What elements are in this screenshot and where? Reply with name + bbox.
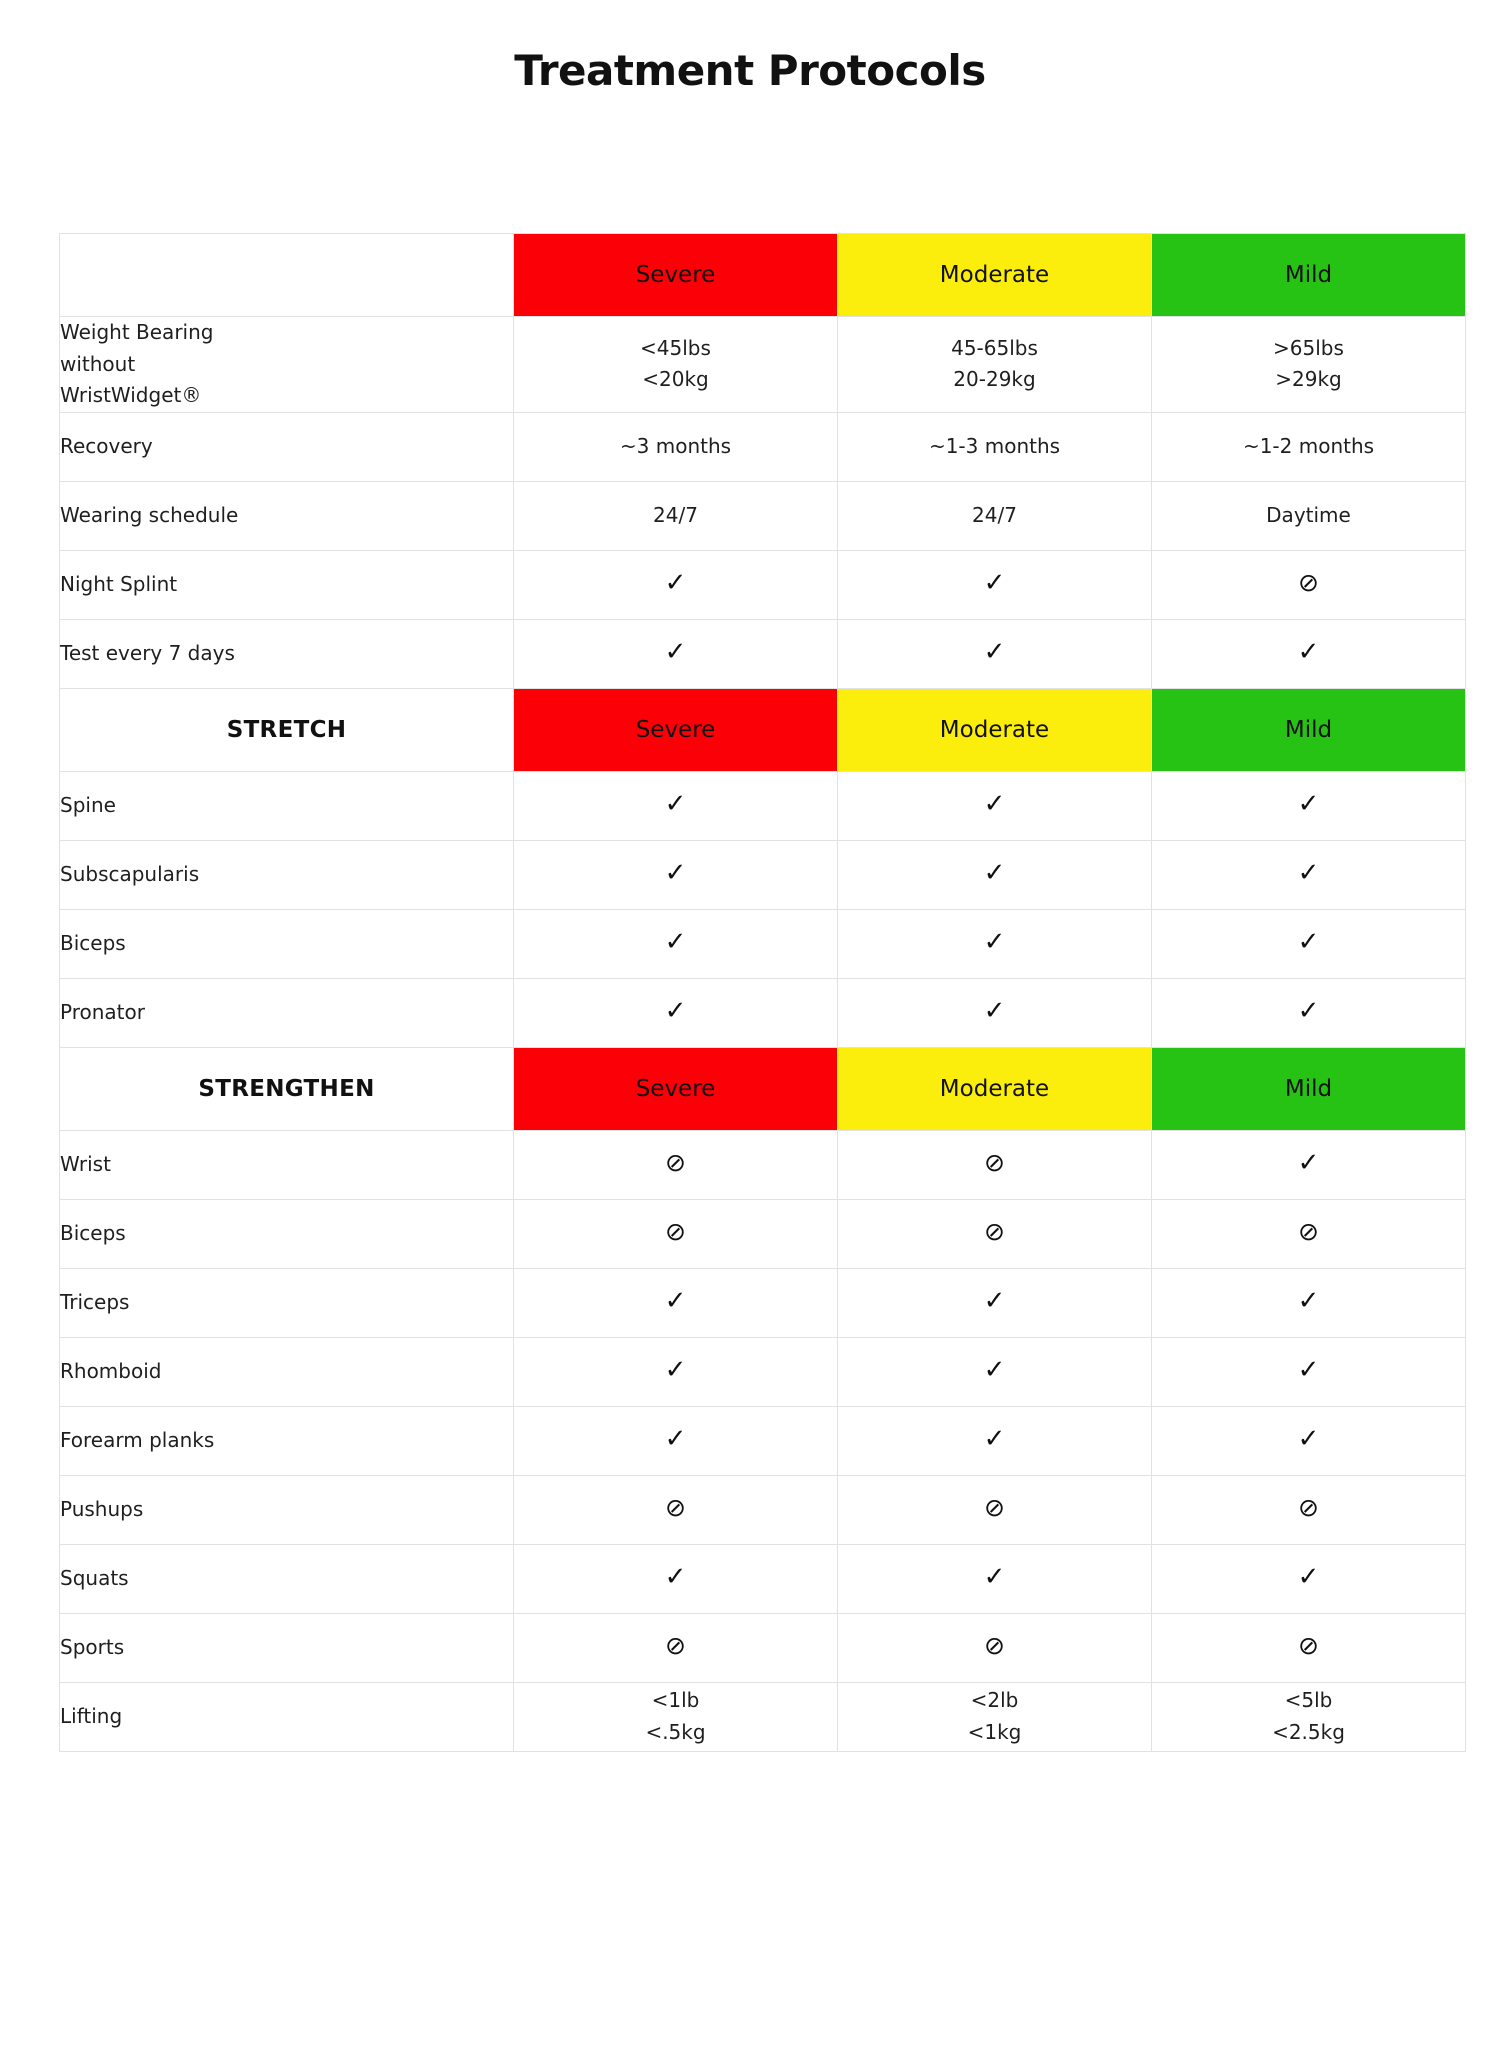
cell-moderate: 24/7	[838, 481, 1152, 550]
cell-mild	[1152, 1199, 1466, 1268]
cell-moderate	[838, 840, 1152, 909]
column-header-mild: Mild	[1152, 234, 1466, 317]
treatment-protocols-table	[59, 233, 1466, 1752]
prohibited-icon: ⊘	[1298, 568, 1319, 598]
check-icon: ✓	[1297, 1355, 1320, 1386]
prohibited-icon: ⊘	[984, 1148, 1005, 1178]
check-icon: ✓	[664, 1562, 687, 1593]
prohibited-icon: ⊘	[984, 1493, 1005, 1523]
cell-moderate	[838, 619, 1152, 688]
row-label-night-splint: Night Splint	[60, 550, 514, 619]
check-icon: ✓	[664, 637, 687, 668]
cell-moderate	[838, 771, 1152, 840]
cell-line: <45lbs	[640, 335, 711, 360]
check-icon: ✓	[664, 927, 687, 958]
cell-line: <2.5kg	[1272, 1719, 1345, 1744]
prohibited-icon: ⊘	[1298, 1217, 1319, 1247]
cell-mild	[1152, 550, 1466, 619]
row-label-squats: Squats	[60, 1544, 514, 1613]
check-icon: ✓	[983, 789, 1006, 820]
row-label-spine: Spine	[60, 771, 514, 840]
cell-severe	[514, 1613, 838, 1682]
cell-mild	[1152, 1268, 1466, 1337]
cell-severe	[514, 550, 838, 619]
cell-mild	[1152, 771, 1466, 840]
prohibited-icon: ⊘	[1298, 1493, 1319, 1523]
check-icon: ✓	[664, 1424, 687, 1455]
column-header-severe: Severe	[514, 688, 838, 771]
check-icon: ✓	[1297, 637, 1320, 668]
cell-severe	[514, 840, 838, 909]
check-icon: ✓	[983, 1424, 1006, 1455]
cell-moderate	[838, 1613, 1152, 1682]
check-icon: ✓	[1297, 996, 1320, 1027]
cell-severe	[514, 1406, 838, 1475]
table-row	[60, 550, 1466, 619]
cell-mild	[1152, 1544, 1466, 1613]
cell-moderate	[838, 1130, 1152, 1199]
table-row	[60, 619, 1466, 688]
cell-moderate	[838, 1544, 1152, 1613]
row-label-pushups: Pushups	[60, 1475, 514, 1544]
cell-severe	[514, 317, 838, 413]
column-header-moderate: Moderate	[838, 1047, 1152, 1130]
row-label-biceps-stretch: Biceps	[60, 909, 514, 978]
prohibited-icon: ⊘	[665, 1631, 686, 1661]
row-label-wearing-schedule: Wearing schedule	[60, 481, 514, 550]
cell-mild	[1152, 1406, 1466, 1475]
table-row	[60, 317, 1466, 413]
column-header-mild: Mild	[1152, 1047, 1466, 1130]
cell-line: >65lbs	[1273, 335, 1344, 360]
check-icon: ✓	[983, 858, 1006, 889]
row-label-line: without	[60, 351, 136, 376]
column-header-mild: Mild	[1152, 688, 1466, 771]
check-icon: ✓	[664, 996, 687, 1027]
check-icon: ✓	[1297, 1286, 1320, 1317]
cell-severe	[514, 1544, 838, 1613]
prohibited-icon: ⊘	[1298, 1631, 1319, 1661]
cell-severe	[514, 978, 838, 1047]
section-header-row-strengthen	[60, 1047, 1466, 1130]
check-icon: ✓	[1297, 927, 1320, 958]
cell-line: <2lb	[970, 1688, 1019, 1713]
row-label-pronator: Pronator	[60, 978, 514, 1047]
column-header-moderate: Moderate	[838, 688, 1152, 771]
row-label-subscapularis: Subscapularis	[60, 840, 514, 909]
cell-mild	[1152, 1130, 1466, 1199]
cell-severe	[514, 1199, 838, 1268]
cell-line: <5lb	[1284, 1688, 1333, 1713]
check-icon: ✓	[1297, 858, 1320, 889]
row-label-test-every-7-days: Test every 7 days	[60, 619, 514, 688]
check-icon: ✓	[1297, 789, 1320, 820]
cell-mild	[1152, 909, 1466, 978]
table-row	[60, 909, 1466, 978]
prohibited-icon: ⊘	[984, 1217, 1005, 1247]
table-row	[60, 1268, 1466, 1337]
cell-severe	[514, 771, 838, 840]
cell-moderate	[838, 1199, 1152, 1268]
cell-severe: 24/7	[514, 481, 838, 550]
cell-mild	[1152, 1682, 1466, 1751]
cell-moderate	[838, 1475, 1152, 1544]
prohibited-icon: ⊘	[665, 1493, 686, 1523]
row-label-lifting: Lifting	[60, 1682, 514, 1751]
column-header-moderate: Moderate	[838, 234, 1152, 317]
table-row	[60, 481, 1466, 550]
check-icon: ✓	[983, 927, 1006, 958]
row-label-rhomboid: Rhomboid	[60, 1337, 514, 1406]
cell-moderate	[838, 978, 1152, 1047]
prohibited-icon: ⊘	[665, 1148, 686, 1178]
table-row	[60, 840, 1466, 909]
page-title: Treatment Protocols	[514, 46, 986, 95]
cell-moderate	[838, 550, 1152, 619]
section-header-label	[60, 234, 514, 317]
cell-mild	[1152, 1613, 1466, 1682]
cell-mild	[1152, 1337, 1466, 1406]
cell-severe: ~3 months	[514, 412, 838, 481]
check-icon: ✓	[1297, 1148, 1320, 1179]
cell-mild	[1152, 317, 1466, 413]
table-row	[60, 1199, 1466, 1268]
check-icon: ✓	[664, 789, 687, 820]
section-header-row-stretch	[60, 688, 1466, 771]
check-icon: ✓	[983, 568, 1006, 599]
table-row	[60, 1544, 1466, 1613]
check-icon: ✓	[664, 568, 687, 599]
check-icon: ✓	[983, 1355, 1006, 1386]
cell-mild: Daytime	[1152, 481, 1466, 550]
column-header-severe: Severe	[514, 234, 838, 317]
cell-line: <1kg	[967, 1719, 1022, 1744]
row-label-line: WristWidget®	[60, 383, 202, 408]
cell-moderate: ~1-3 months	[838, 412, 1152, 481]
cell-line: <20kg	[642, 367, 709, 392]
table-row	[60, 1613, 1466, 1682]
row-label-sports: Sports	[60, 1613, 514, 1682]
row-label-wrist: Wrist	[60, 1130, 514, 1199]
protocols-table-container	[23, 95, 1477, 1752]
check-icon: ✓	[664, 1355, 687, 1386]
table-row	[60, 978, 1466, 1047]
row-label-forearm-planks: Forearm planks	[60, 1406, 514, 1475]
table-row	[60, 412, 1466, 481]
section-title-stretch: STRETCH	[60, 688, 514, 771]
table-row	[60, 1130, 1466, 1199]
cell-severe	[514, 1475, 838, 1544]
cell-moderate	[838, 1268, 1152, 1337]
row-label-recovery: Recovery	[60, 412, 514, 481]
cell-line: <1lb	[651, 1688, 700, 1713]
cell-mild	[1152, 619, 1466, 688]
row-label-weight-bearing	[60, 317, 514, 413]
table-row	[60, 1337, 1466, 1406]
cell-severe	[514, 1268, 838, 1337]
cell-moderate	[838, 909, 1152, 978]
check-icon: ✓	[664, 858, 687, 889]
table-row	[60, 1406, 1466, 1475]
check-icon: ✓	[983, 1286, 1006, 1317]
table-row	[60, 1475, 1466, 1544]
cell-moderate	[838, 1682, 1152, 1751]
cell-severe	[514, 1337, 838, 1406]
table-row	[60, 1682, 1466, 1751]
check-icon: ✓	[664, 1286, 687, 1317]
cell-severe	[514, 1130, 838, 1199]
row-label-line: Weight Bearing	[60, 320, 214, 344]
cell-severe	[514, 909, 838, 978]
check-icon: ✓	[983, 1562, 1006, 1593]
prohibited-icon: ⊘	[665, 1217, 686, 1247]
cell-severe	[514, 619, 838, 688]
check-icon: ✓	[1297, 1562, 1320, 1593]
check-icon: ✓	[983, 637, 1006, 668]
section-title-strengthen: STRENGTHEN	[60, 1047, 514, 1130]
row-label-triceps: Triceps	[60, 1268, 514, 1337]
cell-line: >29kg	[1275, 367, 1342, 392]
cell-line: <.5kg	[645, 1719, 706, 1744]
table-row	[60, 771, 1466, 840]
cell-moderate	[838, 317, 1152, 413]
cell-moderate	[838, 1406, 1152, 1475]
row-label-biceps-strengthen: Biceps	[60, 1199, 514, 1268]
cell-severe	[514, 1682, 838, 1751]
prohibited-icon: ⊘	[984, 1631, 1005, 1661]
cell-mild	[1152, 978, 1466, 1047]
column-header-severe: Severe	[514, 1047, 838, 1130]
check-icon: ✓	[1297, 1424, 1320, 1455]
section-header-row	[60, 234, 1466, 317]
cell-mild	[1152, 1475, 1466, 1544]
cell-mild: ~1-2 months	[1152, 412, 1466, 481]
cell-line: 45-65lbs	[951, 335, 1038, 360]
cell-moderate	[838, 1337, 1152, 1406]
check-icon: ✓	[983, 996, 1006, 1027]
cell-mild	[1152, 840, 1466, 909]
cell-line: 20-29kg	[953, 367, 1036, 392]
